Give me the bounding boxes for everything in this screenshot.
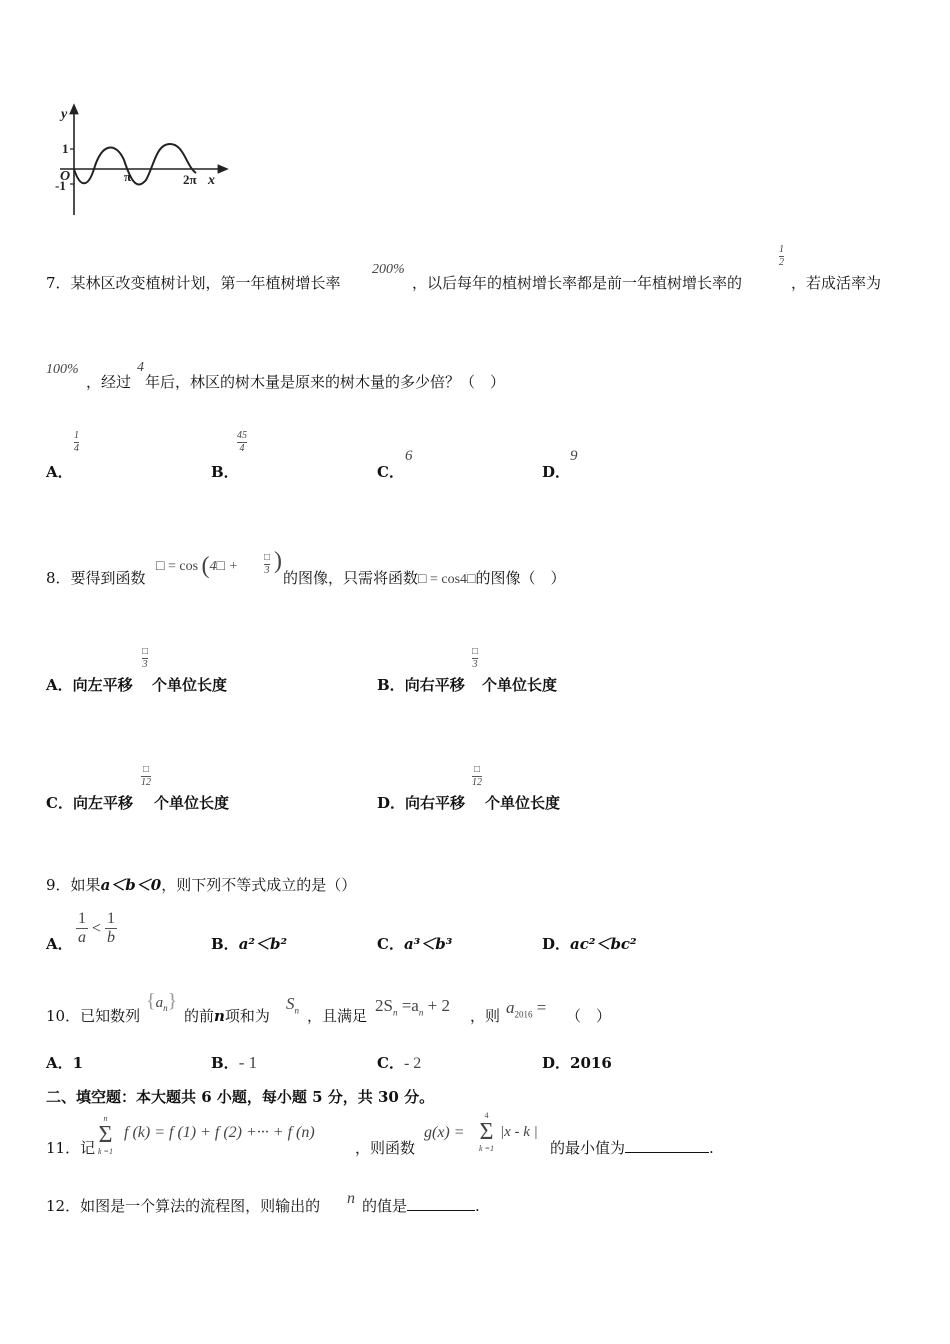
q11-summation: n Σ k =1 — [98, 1114, 113, 1156]
q10-option-a[interactable]: A．1 — [46, 1054, 84, 1072]
q8-formula1: □ = cos (4□ + — [156, 553, 238, 579]
section-2-heading: 二、填空题：本大题共 6 小题，每小题 5 分，共 30 分。 — [46, 1088, 435, 1106]
tick-1: 1 — [62, 141, 69, 156]
origin-label: O — [60, 169, 71, 184]
q8-formula1-fraction: □ 3 — [264, 552, 271, 576]
q9-option-a-expr: 1 a < 1 b — [78, 910, 116, 946]
q11-sum-expression: f (k) = f (1) + f (2) +··· + f (n) — [124, 1124, 315, 1141]
q7-option-d-value: 9 — [570, 448, 578, 464]
q10-relation: $2S_n =a_n + 2$ — [375, 996, 450, 1018]
q12-number: 12． — [46, 1197, 81, 1215]
q11-answer-blank[interactable] — [625, 1138, 709, 1153]
q8-option-c-fraction: □ 12 — [141, 764, 151, 788]
q7-half-fraction: 1 2 — [779, 244, 784, 268]
q8-option-b[interactable]: B．向右平移 — [377, 676, 465, 694]
q7-option-c-value: 6 — [405, 448, 413, 464]
q9-option-a[interactable]: A． — [46, 935, 73, 953]
q7-line1c: ，若成活率为 — [791, 274, 882, 292]
sine-graph — [50, 100, 235, 220]
q11-number: 11． — [46, 1139, 81, 1157]
q7-years: 4 — [137, 360, 144, 375]
tick-minus-1: -1 — [55, 178, 66, 193]
q8-number: 8． — [46, 569, 71, 587]
q12-answer-blank[interactable] — [407, 1196, 475, 1211]
q7-number: 7． — [46, 274, 71, 292]
q8-formula2: □ = cos4□ — [418, 572, 476, 587]
q10-sequence: $\{a_n\}$ — [146, 990, 178, 1013]
q7-option-a-fraction: 1 4 — [74, 430, 79, 454]
q7-line1: 7．某林区改变植树计划，第一年植树增长率 — [46, 274, 341, 292]
q8-option-c[interactable]: C．向左平移 — [46, 794, 133, 812]
q8-line-b: 的图像，只需将函数□ = cos4□的图像（ ） — [283, 569, 566, 587]
q12-n: n — [347, 1190, 355, 1207]
q10-number: 10． — [46, 1007, 81, 1025]
q9-line: 9．如果a＜b＜0，则下列不等式成立的是（） — [46, 876, 357, 894]
q8-option-d-fraction: □ 12 — [472, 764, 482, 788]
q10-option-b[interactable]: B．- 1 — [211, 1053, 258, 1072]
q7-option-b-fraction: 45 4 — [237, 430, 247, 454]
q7-line1b: ，以后每年的植树增长率都是前一年植树增长率的 — [412, 274, 743, 292]
q7-option-a[interactable]: A． — [46, 463, 73, 481]
q7-option-d[interactable]: D． — [542, 463, 571, 481]
q8-option-b-fraction: □ 3 — [472, 646, 479, 670]
q9-option-c[interactable]: C．a³＜b³ — [377, 935, 453, 953]
q11-line: 11．记 — [46, 1139, 96, 1157]
q11-summation-2: 4 Σ k =1 — [479, 1111, 494, 1153]
tick-2pi: 2π — [183, 172, 197, 187]
y-axis-label: y — [61, 107, 68, 122]
q8-option-a[interactable]: A．向左平移 — [46, 676, 133, 694]
q8-option-a-fraction: □ 3 — [142, 646, 149, 670]
q11-function: g(x) = — [424, 1124, 465, 1141]
q10-option-d[interactable]: D．2016 — [542, 1054, 612, 1072]
q7-line2: ，经过 — [86, 373, 132, 391]
q7-rate: 200% — [372, 262, 405, 277]
q9-number: 9． — [46, 876, 71, 894]
tick-pi: π — [124, 169, 132, 184]
x-axis-label: x — [208, 173, 215, 188]
q12-line: 12．如图是一个算法的流程图，则输出的 — [46, 1197, 321, 1215]
q10-target: $a_{2016}$ = — [506, 998, 547, 1020]
q7-line2b: 年后，林区的树木量是原来的树木量的多少倍？（ ） — [145, 373, 506, 391]
q9-option-b[interactable]: B．a²＜b² — [211, 935, 288, 953]
sine-curve — [74, 144, 196, 184]
q10-sum-symbol: $S_n$ — [286, 994, 299, 1016]
q10-line: 10．已知数列 — [46, 1007, 141, 1025]
q8-option-d[interactable]: D．向右平移 — [377, 794, 466, 812]
q8-line: 8．要得到函数 — [46, 569, 146, 587]
q7-option-c[interactable]: C． — [377, 463, 404, 481]
q9-option-d[interactable]: D．ac²＜bc² — [542, 935, 637, 953]
q11-abs: |x - k | — [500, 1124, 538, 1140]
q7-option-b[interactable]: B． — [211, 463, 239, 481]
q7-survival: 100% — [46, 362, 79, 377]
q10-option-c[interactable]: C．- 2 — [377, 1054, 422, 1072]
